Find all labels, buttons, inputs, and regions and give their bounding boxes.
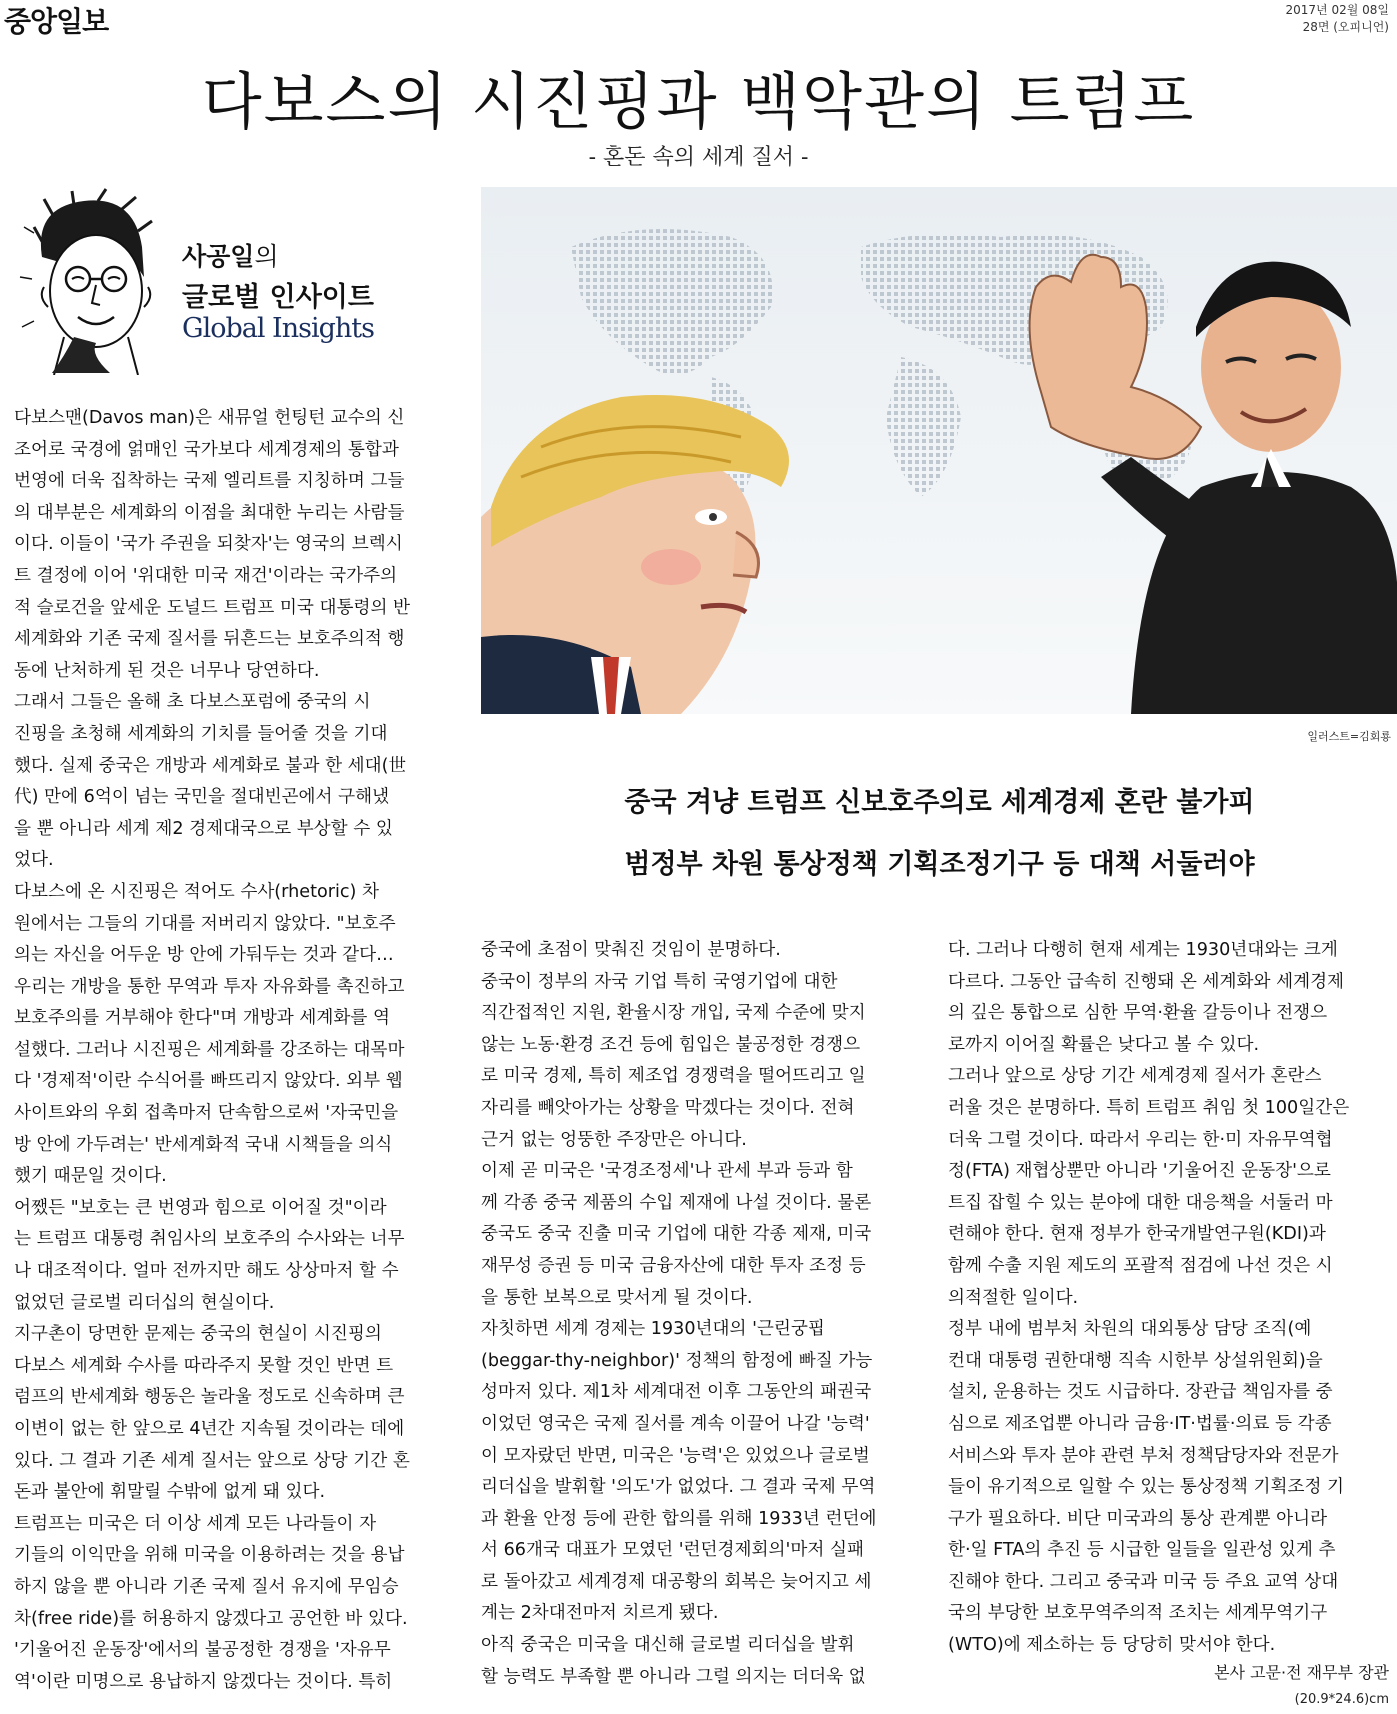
text-line: 적 슬로건을 앞세운 도널드 트럼프 미국 대통령의 반 [14,597,411,618]
page-section: 28면 (오피니언) [1302,20,1389,34]
text-line: 기들의 이익만을 위해 미국을 이용하려는 것을 용납 [14,1545,405,1566]
text-line: 하지 않을 뿐 아니라 기존 국제 질서 유지에 무임승 [14,1576,399,1597]
article-column-1 [14,403,456,1698]
deck-line-1: 중국 겨냥 트럼프 신보호주의로 세계경제 혼란 불가피 [624,787,1255,818]
text-line: 중국에 초점이 맞춰진 것임이 분명하다. [481,940,781,960]
text-line: 동에 난처하게 된 것은 너무나 당연하다. [14,660,320,681]
text-line: 없었던 글로벌 리더십의 현실이다. [14,1292,275,1313]
illustration [481,187,1397,714]
text-line: 다. 그러나 다행히 현재 세계는 1930년대와는 크게 [948,940,1338,960]
text-line: 진핑을 초청해 세계화의 기치를 들어줄 것을 기대 [14,723,388,744]
text-line: 리더십을 발휘할 '의도'가 없었다. 그 결과 국제 무역 [481,1477,876,1498]
text-line: 그래서 그들은 올해 초 다보스포럼에 중국의 시 [14,692,371,713]
text-line: 함께 수출 지원 제도의 포괄적 점검에 나선 것은 시 [948,1255,1333,1276]
text-line: 조어로 국경에 얽매인 국가보다 세계경제의 통합과 [14,439,399,460]
text-line: 의 대부분은 세계화의 이점을 최대한 누리는 사람들 [14,502,405,523]
text-line: 을 통한 보복으로 맞서게 될 것이다. [481,1287,753,1308]
author-byline: 본사 고문·전 재무부 장관 [1214,1663,1389,1682]
text-line: 다보스맨(Davos man)은 새뮤얼 헌팅턴 교수의 신 [14,408,405,428]
text-line: 련해야 한다. 현재 정부가 한국개발연구원(KDI)과 [948,1224,1326,1245]
text-line: 그러나 앞으로 상당 기간 세계경제 질서가 혼란스 [948,1066,1322,1087]
text-line: 트 결정에 이어 '위대한 미국 재건'이라는 국가주의 [14,565,398,586]
columnist-name-text: 사공일 [182,242,255,271]
text-line: 설했다. 그러나 시진핑은 세계화를 강조하는 대목마 [14,1039,405,1060]
author-portrait [14,187,174,375]
text-line: 러울 것은 분명하다. 특히 트럼프 취임 첫 100일간은 [948,1097,1350,1118]
columnist-name-suffix: 의 [254,242,279,271]
text-line: 했기 때문일 것이다. [14,1166,167,1187]
text-line: 이었던 영국은 국제 질서를 계속 이끌어 나갈 '능력' [481,1413,870,1434]
text-line: 지구촌이 당면한 문제는 중국의 현실이 시진핑의 [14,1324,382,1345]
publication-info [1286,2,1389,36]
text-line: (WTO)에 제소하는 등 당당히 맞서야 한다. [948,1635,1276,1656]
text-line: 한·일 FTA의 추진 등 시급한 일들을 일관성 있게 추 [948,1540,1336,1561]
text-line: 번영에 더욱 집착하는 국제 엘리트를 지칭하며 그들 [14,471,405,492]
text-line: 중국이 정부의 자국 기업 특히 국영기업에 대한 [481,971,838,992]
text-line: 의적절한 일이다. [948,1287,1079,1308]
text-line: 정부 내에 범부처 차원의 대외통상 담당 조직(예 [948,1319,1312,1340]
text-line: '기울어진 운동장'에서의 불공정한 경쟁을 '자유무 [14,1640,391,1661]
text-line: 다르다. 그동안 급속히 진행돼 온 세계화와 세계경제 [948,971,1345,992]
text-line: 이다. 이들이 '국가 주권을 되찾자'는 영국의 브렉시 [14,534,403,555]
text-line: 진해야 한다. 그리고 중국과 미국 등 주요 교역 상대 [948,1571,1339,1592]
text-line: 나 대조적이다. 얼마 전까지만 해도 상상마저 할 수 [14,1261,399,1282]
article-subhead: - 혼돈 속의 세계 질서 - [588,145,809,170]
text-line: 과 환율 안정 등에 관한 합의를 위해 1933년 런던에 [481,1508,877,1529]
text-line: 다 '경제적'이란 수식어를 빠뜨리지 않았다. 외부 웹 [14,1071,403,1092]
article-column-2 [481,935,923,1693]
text-line: 컨대 대통령 권한대행 직속 시한부 상설위원회)을 [948,1350,1323,1371]
text-line: 차(free ride)를 허용하지 않겠다고 공언한 바 있다. [14,1608,408,1629]
text-line: 세계화와 기존 국제 질서를 뒤흔드는 보호주의적 행 [14,629,405,650]
text-line: 이변이 없는 한 앞으로 4년간 지속될 것이라는 데에 [14,1419,405,1439]
text-line: 서비스와 투자 분야 관련 부처 정책담당자와 전문가 [948,1445,1339,1466]
illustration-credit: 일러스트=김회룡 [1307,730,1391,743]
text-line: 어쨌든 "보호는 큰 번영과 힘으로 이어질 것"이라 [14,1197,387,1218]
article-column-3 [948,935,1390,1662]
text-line: 자칫하면 세계 경제는 1930년대의 '근린궁핍 [481,1319,825,1340]
text-line: 더욱 그럴 것이다. 따라서 우리는 한·미 자유무역협 [948,1129,1333,1150]
text-line: 국의 부당한 보호무역주의적 조치는 세계무역기구 [948,1603,1328,1624]
text-line: 께 각종 중국 제품의 수입 제재에 나설 것이다. 물론 [481,1192,872,1213]
text-line: 을 뿐 아니라 세계 제2 경제대국으로 부상할 수 있 [14,818,393,839]
article-headline: 다보스의 시진핑과 백악관의 트럼프 [201,65,1196,138]
text-line: 보호주의를 거부해야 한다"며 개방과 세계화를 역 [14,1008,390,1029]
column-series-title: 글로벌 인사이트 [182,282,374,313]
text-line: 할 능력도 부족할 뿐 아니라 그럴 의지는 더더욱 없 [481,1666,866,1687]
text-line: 정(FTA) 재협상뿐만 아니라 '기울어진 운동장'으로 [948,1161,1331,1182]
text-line: 서 66개국 대표가 모였던 '런던경제회의'마저 실패 [481,1540,864,1561]
text-line: 돈과 불안에 휘말릴 수밖에 없게 돼 있다. [14,1482,326,1503]
text-line: 사이트와의 우회 접촉마저 단속함으로써 '자국민을 [14,1103,399,1124]
publication-date: 2017년 02월 08일 [1285,3,1389,17]
text-line: 이제 곧 미국은 '국경조정세'나 관세 부과 등과 함 [481,1161,853,1182]
text-line: 직간접적인 지원, 환율시장 개입, 국제 수준에 맞지 [481,1003,866,1024]
text-line: 계는 2차대전마저 치르게 됐다. [481,1603,719,1624]
text-line: 중국도 중국 진출 미국 기업에 대한 각종 제재, 미국 [481,1224,872,1245]
columnist-name [182,237,279,273]
text-line: 다보스 세계화 수사를 따라주지 못할 것인 반면 트 [14,1355,394,1376]
text-line: 이 모자랐던 반면, 미국은 '능력'은 있었으나 글로벌 [481,1445,870,1466]
text-line: 로 미국 경제, 특히 제조업 경쟁력을 떨어뜨리고 일 [481,1066,866,1087]
text-line: 럼프의 반세계화 행동은 놀라울 정도로 신속하며 큰 [14,1387,405,1408]
text-line: 트럼프는 미국은 더 이상 세계 모든 나라들이 자 [14,1513,377,1534]
text-line: 는 트럼프 대통령 취임사의 보호주의 수사와는 너무 [14,1229,405,1250]
column-series-title-en: Global Insights [182,313,374,344]
deck-line-2: 범정부 차원 통상정책 기획조정기구 등 대책 서둘러야 [624,849,1255,880]
text-line: 다보스에 온 시진핑은 적어도 수사(rhetoric) 차 [14,881,379,902]
text-line: 의는 자신을 어두운 방 안에 가둬두는 것과 같다… [14,945,394,966]
text-line: 었다. [14,850,54,871]
text-line: 성마저 있다. 제1차 세계대전 이후 그동안의 패권국 [481,1382,872,1403]
text-line: 代) 만에 6억이 넘는 국민을 절대빈곤에서 구해냈 [14,787,390,808]
text-line: 재무성 증권 등 미국 금융자산에 대한 투자 조정 등 [481,1255,866,1276]
text-line: 자리를 빼앗아가는 상황을 막겠다는 것이다. 전혀 [481,1097,855,1118]
text-line: 로 돌아갔고 세계경제 대공황의 회복은 늦어지고 세 [481,1571,872,1592]
text-line: 우리는 개방을 통한 무역과 투자 자유화를 촉진하고 [14,976,405,997]
text-line: 설치, 운용하는 것도 시급하다. 장관급 책임자를 중 [948,1382,1333,1403]
text-line: 의 깊은 통합으로 심한 무역·환율 갈등이나 전쟁으 [948,1003,1328,1024]
text-line: (beggar-thy-neighbor)' 정책의 함정에 빠질 가능 [481,1350,873,1371]
text-line: 아직 중국은 미국을 대신해 글로벌 리더십을 발휘 [481,1635,855,1656]
text-line: 구가 필요하다. 비단 미국과의 통상 관계뿐 아니라 [948,1508,1328,1529]
text-line: 들이 유기적으로 일할 수 있는 통상정책 기획조정 기 [948,1477,1345,1498]
text-line: 트집 잡힐 수 있는 분야에 대한 대응책을 서둘러 마 [948,1192,1333,1213]
text-line: 않는 노동·환경 조건 등에 힘입은 불공정한 경쟁으 [481,1034,861,1055]
text-line: 원에서는 그들의 기대를 저버리지 않았다. "보호주 [14,913,396,934]
text-line: 방 안에 가두려는' 반세계화적 국내 시책들을 의식 [14,1134,393,1155]
text-line: 심으로 제조업뿐 아니라 금융·IT·법률·의료 등 각종 [948,1413,1332,1434]
text-line: 로까지 이어질 확률은 낮다고 볼 수 있다. [948,1034,1260,1055]
column-header [14,187,454,377]
article-size-note: (20.9*24.6)cm [1294,1692,1389,1707]
text-line: 있다. 그 결과 기존 세계 질서는 앞으로 상당 기간 혼 [14,1450,410,1471]
text-line: 근거 없는 엉뚱한 주장만은 아니다. [481,1129,747,1150]
newspaper-masthead: 중앙일보 [4,5,109,38]
text-line: 역'이란 미명으로 용납하지 않겠다는 것이다. 특히 [14,1671,393,1692]
text-line: 했다. 실제 중국은 개방과 세계화로 불과 한 세대(世 [14,755,407,776]
